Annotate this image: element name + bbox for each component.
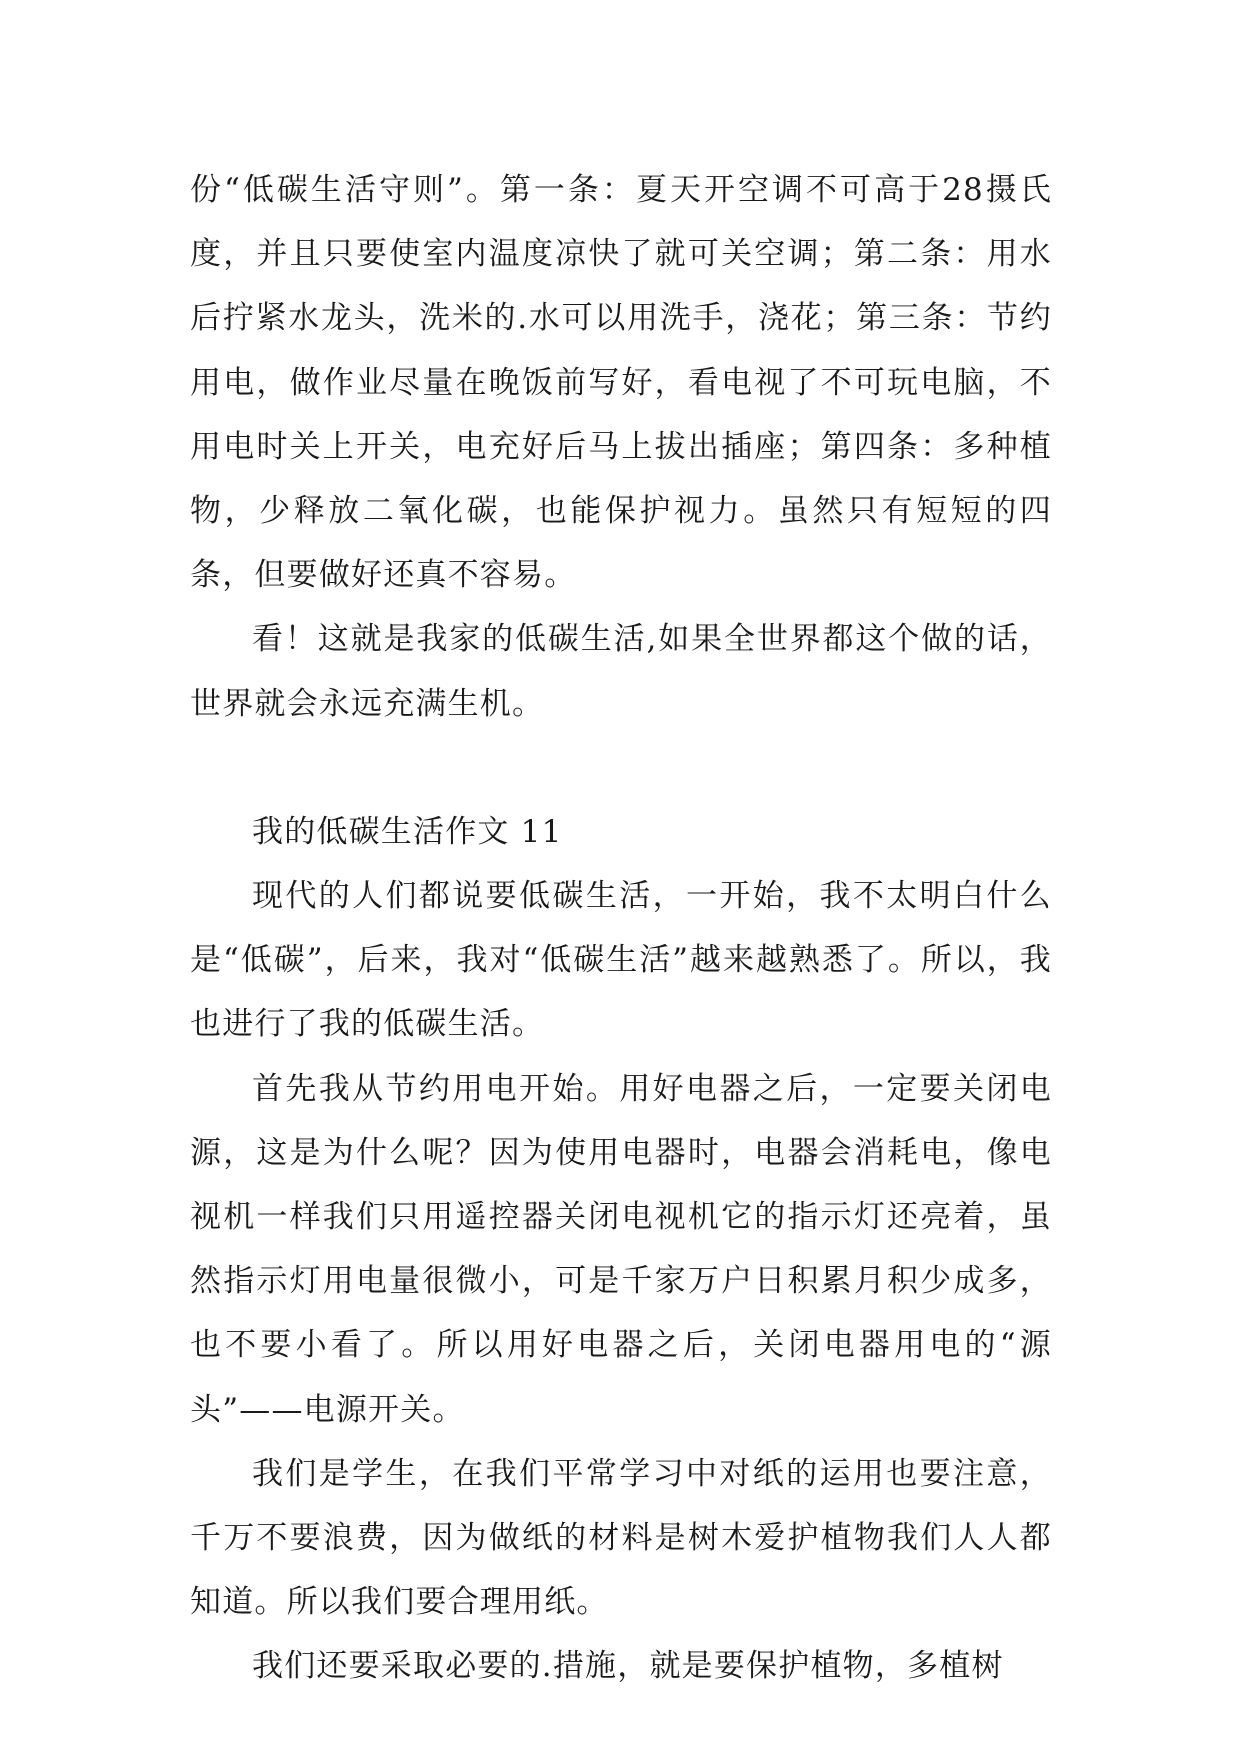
paragraph-continued: 份“低碳生活守则”。第一条：夏天开空调不可高于28摄氏度，并且只要使室内温度凉快了就可关空调；第二条：用水后拧紧水龙头，洗米的.水可以用洗手，浇花；第三条：节约用电，做作业尽量在晚饭前写好，看电视了不可玩电脑，不用电时关上开关，电充好后马上拔出插座；第四条：多种植物，少释放二氧化碳，也能保护视力。虽然只有短短的四条，但要做好还真不容易。 (190, 172, 1052, 594)
paragraph: 看！这就是我家的低碳生活,如果全世界都这个做的话，世界就会永远充满生机。 (190, 621, 1052, 722)
section-title: 我的低碳生活作文 11 (252, 813, 563, 850)
section-gap (190, 736, 1052, 800)
paragraph: 我们是学生，在我们平常学习中对纸的运用也要注意，千万不要浪费，因为做纸的材料是树木爱护植物我们人人都知道。所以我们要合理用纸。 (190, 1455, 1052, 1621)
document-page (190, 158, 1052, 1699)
paragraph: 我们还要采取必要的.措施，就是要保护植物，多植树 (252, 1648, 1004, 1685)
paragraph: 首先我从节约用电开始。用好电器之后，一定要关闭电源，这是为什么呢？因为使用电器时，电器会消耗电，像电视机一样我们只用遥控器关闭电视机它的指示灯还亮着，虽然指示灯用电量很微小，可是千家万户日积累月积少成多，也不要小看了。所以用好电器之后，关闭电器用电的“源头”——电源开关。 (190, 1070, 1052, 1428)
paragraph: 现代的人们都说要低碳生活，一开始，我不太明白什么是“低碳”，后来，我对“低碳生活”越来越熟悉了。所以，我也进行了我的低碳生活。 (190, 878, 1052, 1043)
